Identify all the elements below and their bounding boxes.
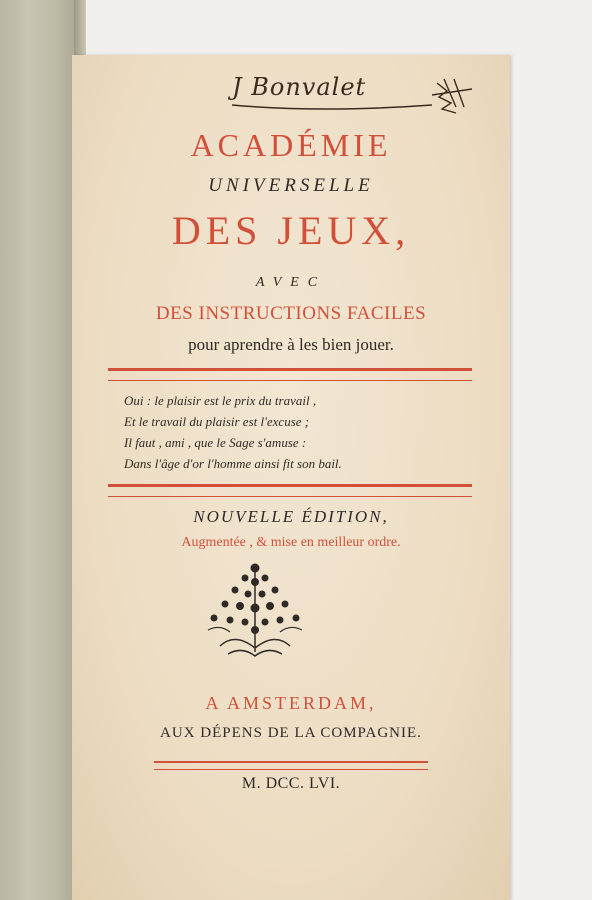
title-line-des-jeux: DES JEUX, <box>171 208 411 253</box>
edition-title: NOUVELLE ÉDITION, <box>193 507 389 526</box>
imprint-publisher: AUX DÉPENS DE LA COMPAGNIE. <box>160 725 422 741</box>
handwritten-signature <box>232 65 502 115</box>
title-line-avec: AVEC <box>255 275 327 290</box>
book-binding <box>0 0 80 900</box>
signature-text: J Bonvalet <box>232 73 367 101</box>
signature-flourish-icon <box>232 65 502 115</box>
single-rule <box>154 761 428 770</box>
poem-line: Et le travail du plaisir est l'excuse ; <box>124 414 310 429</box>
poem-line: Oui : le plaisir est le prix du travail , <box>124 393 317 408</box>
floral-tree-ornament-icon <box>200 560 310 665</box>
title-line-universelle: UNIVERSELLE <box>208 175 374 196</box>
imprint-city: A AMSTERDAM, <box>205 693 377 713</box>
imprint-year: M. DCC. LVI. <box>241 775 341 792</box>
title-line-subtitle: pour aprendre à les bien jouer. <box>188 335 394 354</box>
poem-line: Dans l'âge d'or l'homme ainsi fit son bail. <box>124 456 342 471</box>
edition-note: Augmentée , & mise en meilleur ordre. <box>181 535 401 550</box>
title-line-instructions: DES INSTRUCTIONS FACILES <box>155 303 427 324</box>
double-rule-bottom <box>108 484 472 497</box>
double-rule-top <box>108 368 472 381</box>
poem-line: Il faut , ami , que le Sage s'amuse : <box>124 435 307 450</box>
title-page <box>72 55 510 900</box>
title-line-academie: ACADÉMIE <box>190 127 392 163</box>
epigraph-poem <box>124 390 342 474</box>
